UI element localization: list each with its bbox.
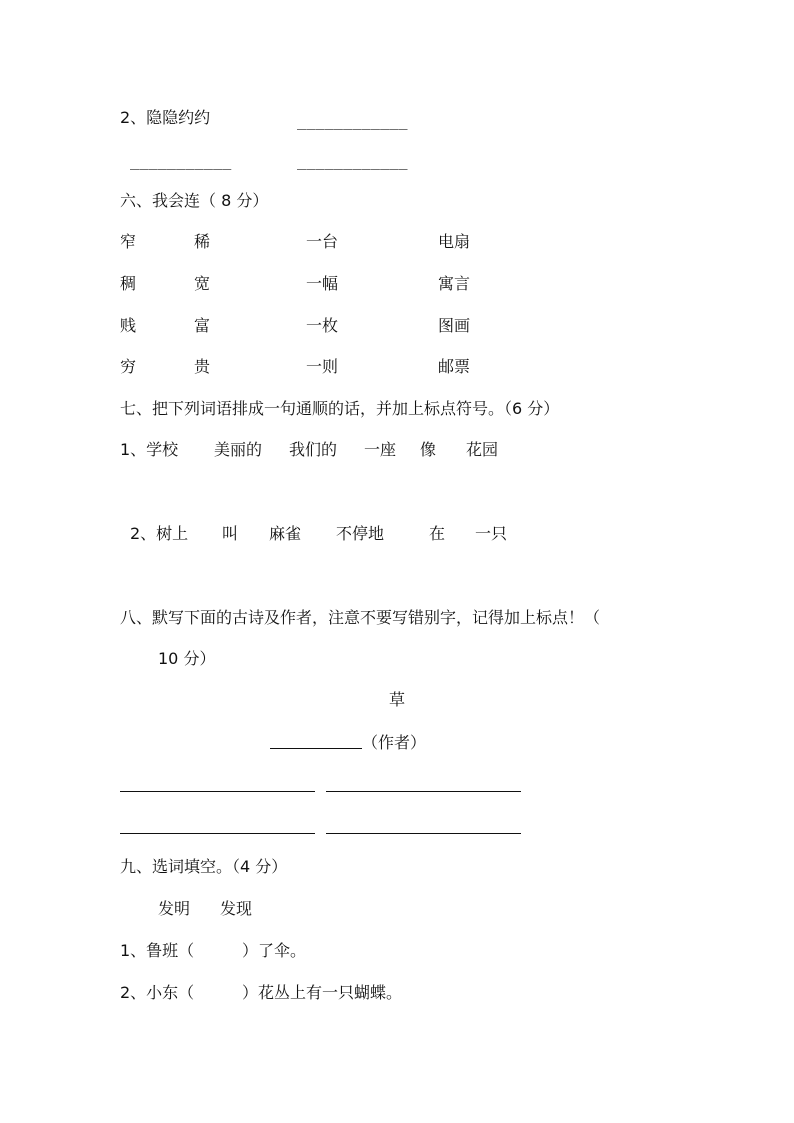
match-word[interactable]: 稠 bbox=[120, 274, 137, 293]
word-token: 像 bbox=[420, 440, 437, 459]
q2-text-before: 2、小东（ bbox=[120, 983, 195, 1002]
section-8-title-cont: 10 分） bbox=[158, 649, 216, 668]
match-word[interactable]: 贵 bbox=[194, 357, 211, 376]
section-9-title: 九、选词填空。（4 分） bbox=[120, 857, 288, 876]
match-word[interactable]: 一则 bbox=[306, 357, 339, 376]
section-8-title: 八、默写下面的古诗及作者，注意不要写错别字，记得加上标点！（ bbox=[120, 608, 601, 627]
word-choice: 发明 bbox=[158, 899, 191, 918]
match-word[interactable]: 一枚 bbox=[306, 316, 339, 335]
match-word[interactable]: 图画 bbox=[438, 316, 471, 335]
author-blank[interactable] bbox=[270, 748, 362, 749]
q2-text-after: ）花丛上有一只蝴蝶。 bbox=[242, 983, 403, 1002]
match-word[interactable]: 电扇 bbox=[438, 232, 471, 251]
q1-text-after: ）了伞。 bbox=[242, 941, 307, 960]
section-7-title: 七、把下列词语排成一句通顺的话，并加上标点符号。（6 分） bbox=[120, 399, 560, 418]
answer-blank[interactable]: ____________ bbox=[297, 152, 408, 170]
section-6-title: 六、我会连（ 8 分） bbox=[120, 191, 269, 210]
poem-line-blank[interactable] bbox=[326, 791, 521, 792]
poem-line-blank[interactable] bbox=[326, 833, 521, 834]
word-token: 叫 bbox=[222, 524, 239, 543]
word-choice: 发现 bbox=[220, 899, 253, 918]
word-token: 我们的 bbox=[289, 440, 338, 459]
word-token: 2、树上 bbox=[130, 524, 189, 543]
word-token: 在 bbox=[429, 524, 446, 543]
word-token: 不停地 bbox=[336, 524, 385, 543]
match-word[interactable]: 邮票 bbox=[438, 357, 471, 376]
poem-line-blank[interactable] bbox=[120, 791, 315, 792]
match-word[interactable]: 窄 bbox=[120, 232, 137, 251]
match-word[interactable]: 穷 bbox=[120, 357, 137, 376]
word-token: 一座 bbox=[364, 440, 397, 459]
answer-blank[interactable]: ___________ bbox=[130, 152, 232, 170]
word-token: 一只 bbox=[475, 524, 508, 543]
match-word[interactable]: 稀 bbox=[194, 232, 211, 251]
word-token: 1、学校 bbox=[120, 440, 179, 459]
word-token: 麻雀 bbox=[269, 524, 302, 543]
match-word[interactable]: 一幅 bbox=[306, 274, 339, 293]
match-word[interactable]: 一台 bbox=[306, 232, 339, 251]
answer-blank[interactable]: ____________ bbox=[297, 112, 408, 130]
word-token: 美丽的 bbox=[214, 440, 263, 459]
match-word[interactable]: 寓言 bbox=[438, 274, 471, 293]
match-word[interactable]: 贱 bbox=[120, 316, 137, 335]
match-word[interactable]: 富 bbox=[194, 316, 211, 335]
poem-title: 草 bbox=[389, 690, 406, 709]
q1-text-before: 1、鲁班（ bbox=[120, 941, 195, 960]
s5-item2-label: 2、隐隐约约 bbox=[120, 108, 211, 127]
word-token: 花园 bbox=[466, 440, 499, 459]
poem-line-blank[interactable] bbox=[120, 833, 315, 834]
author-label: （作者） bbox=[362, 733, 427, 752]
match-word[interactable]: 宽 bbox=[194, 274, 211, 293]
